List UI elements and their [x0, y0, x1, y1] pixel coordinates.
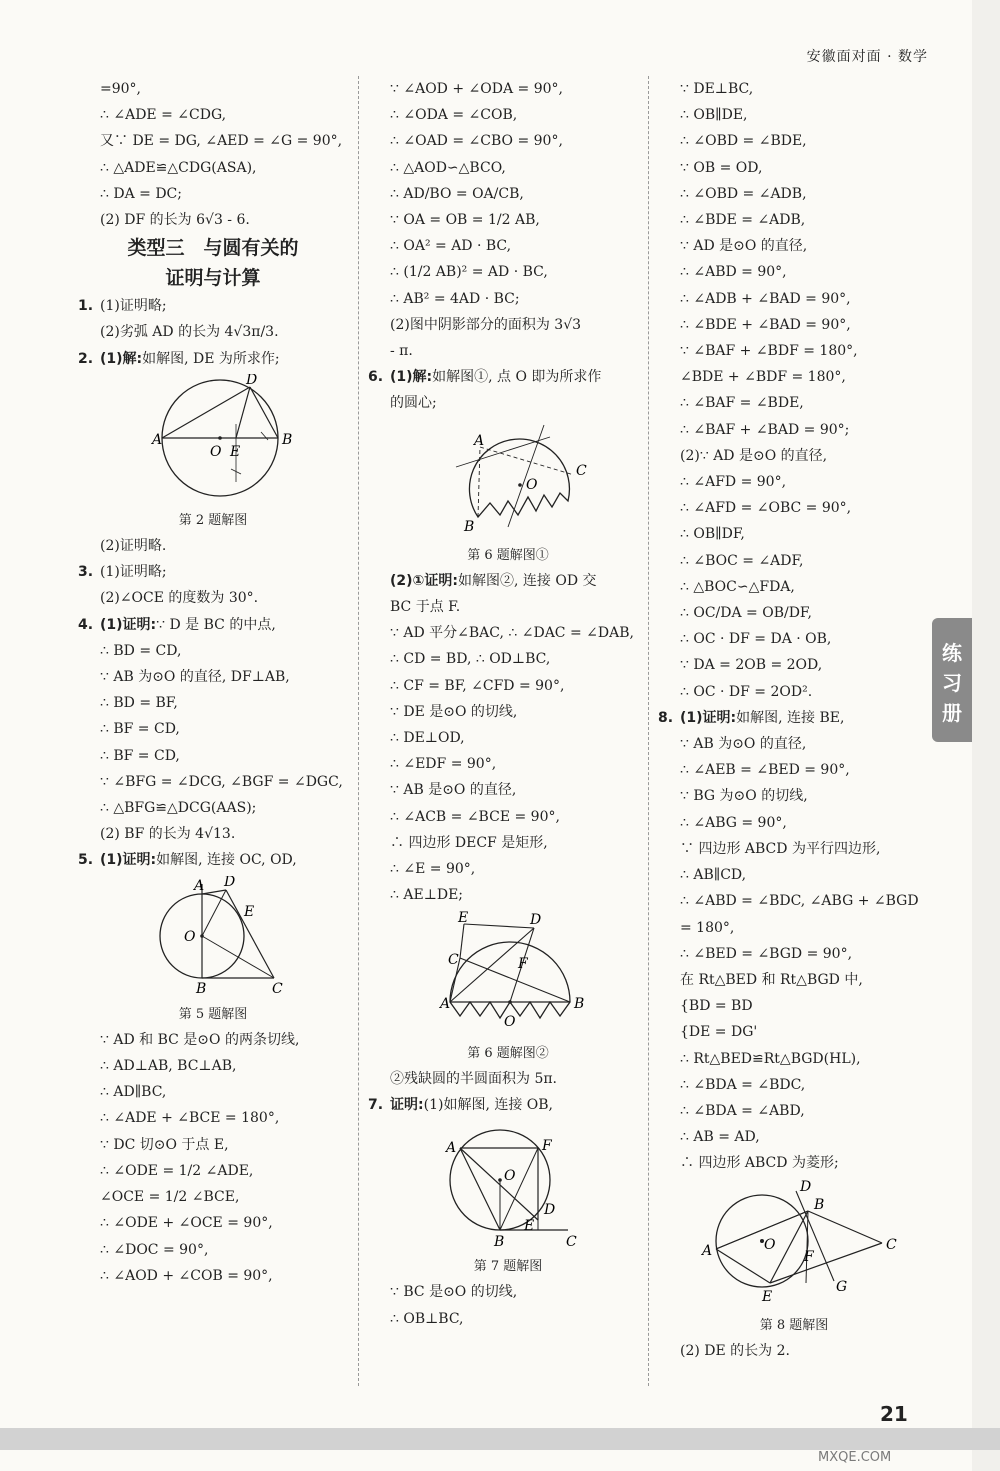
column-1 [78, 76, 348, 1289]
text-line: ∴ ∠BDE = ∠ADB, [680, 212, 806, 229]
text-line: = 180°, [680, 919, 735, 936]
point-label: F [804, 1248, 814, 1265]
point-label: D [800, 1178, 812, 1195]
section-heading: 类型三 与圆有关的 [127, 237, 299, 260]
text-line: ∴ OB∥DE, [680, 107, 748, 124]
text-line: ∴ OB∥DF, [680, 526, 745, 543]
question-number: 8. [658, 709, 674, 726]
text-line: ∴ AD/BO = OA/CB, [390, 185, 524, 202]
point-label: D [530, 912, 542, 929]
text-line: (2) BF 的长为 4√13. [100, 826, 236, 843]
text-line: ∴ △BOC∽△FDA, [680, 578, 795, 595]
text-line: ∴ ∠ADE + ∠BCE = 180°, [100, 1110, 280, 1127]
text-line: ∴ ∠ODA = ∠COB, [390, 107, 518, 124]
figure-caption: 第 7 题解图 [473, 1259, 543, 1275]
text-line: ∴ △AOD∽△BCO, [390, 159, 506, 176]
text-line: ∵ DE⊥BC, [680, 81, 754, 97]
text-line: ∴ ∠DOC = 90°, [100, 1241, 209, 1258]
point-label: O [504, 1014, 516, 1031]
text-line: ∴ (1/2 AB)² = AD · BC, [390, 264, 548, 281]
question-3 [78, 559, 348, 585]
text-line: ∴ ∠ABD = 90°, [680, 264, 787, 281]
text-line: ∴ ∠AOD + ∠COB = 90°, [100, 1267, 273, 1284]
question-5 [78, 847, 348, 873]
question-4 [78, 612, 348, 638]
point-label: E [458, 910, 469, 927]
point-label: C [448, 952, 459, 969]
text-line: BC 于点 F. [390, 599, 461, 616]
text-line: ∴ ∠BED = ∠BGD = 90°, [680, 945, 853, 962]
text-line: (2)证明略. [100, 538, 167, 555]
answer-label: (1)证明: [100, 852, 157, 869]
question-number: 4. [78, 616, 94, 633]
question-number: 3. [78, 564, 94, 581]
question-number: 5. [78, 852, 94, 869]
point-label: A [194, 877, 205, 894]
text-line: ∴ CF = BF, ∠CFD = 90°, [390, 677, 565, 694]
point-label: G [836, 1278, 848, 1295]
text-line: ∴ ∠E = 90°, [390, 861, 476, 878]
text-line: ∵ AB 为⊙O 的直径, DF⊥AB, [100, 669, 290, 686]
text-line: 如解图②, 连接 OD 交 [458, 572, 597, 589]
text-line: (1)如解图, 连接 OB, [423, 1096, 554, 1113]
text-line: ∴ ∠ABD = ∠BDC, ∠ABG + ∠BGD [680, 893, 919, 910]
text-line: ∵ DC 切⊙O 于点 E, [100, 1136, 229, 1153]
figure-2 [78, 374, 348, 531]
figure-6-1 [368, 419, 648, 566]
circle-diagram [368, 1120, 648, 1248]
text-line: ∴ ∠ACB = ∠BCE = 90°, [390, 808, 560, 825]
point-label: A [446, 1140, 457, 1157]
text-line: ∴ ∠BOC = ∠ADF, [680, 552, 804, 569]
figure-7 [368, 1120, 648, 1277]
text-line: ∴ DA = DC; [100, 185, 182, 202]
page-header: 安徽面对面 · 数学 [806, 49, 928, 65]
figure-caption: 第 2 题解图 [178, 513, 248, 529]
text-line: ∴ ∠BAF = ∠BDE, [680, 395, 804, 412]
watermark: MXQE.COM [818, 1450, 892, 1465]
text-line: ∵ ∠AOD + ∠ODA = 90°, [390, 81, 563, 97]
text-line: ∴ BD = CD, [100, 642, 182, 659]
text-line: ∴ OC · DF = DA · OB, [680, 631, 832, 648]
text-line: ∵ BG 为⊙O 的切线, [680, 788, 808, 805]
text-line: ∴ AD⊥AB, BC⊥AB, [100, 1058, 237, 1075]
text-line: ∵ DE 是⊙O 的切线, [390, 703, 518, 720]
answer-label: (2)①证明: [390, 572, 458, 589]
text-line: ∵ AD 平分∠BAC, ∴ ∠DAC = ∠DAB, [390, 625, 634, 642]
text-line: ∴ AB∥CD, [680, 867, 747, 884]
point-label: O [184, 928, 196, 945]
point-label: A [474, 432, 485, 449]
text-line: 又∵ DE = DG, ∠AED = ∠G = 90°, [100, 133, 343, 150]
text-line: ∵ OA = OB = 1/2 AB, [390, 212, 540, 229]
text-line: ∵ AB 为⊙O 的直径, [680, 736, 807, 753]
point-label: D [246, 373, 258, 388]
broken-circle-diagram [368, 910, 648, 1034]
figure-caption: 第 6 题解图① [467, 547, 549, 563]
text-line: ∴ AB² = 4AD · BC; [390, 290, 520, 307]
point-label: F [542, 1138, 552, 1155]
point-label: O [526, 476, 538, 493]
text-line: ∴ ∠OBD = ∠BDE, [680, 133, 807, 150]
text-line: ∴ 四边形 DECF 是矩形, [390, 834, 548, 851]
text-line: ∴ ∠AFD = 90°, [680, 474, 787, 491]
page-edge [972, 0, 1000, 1471]
point-label: E [230, 443, 241, 460]
text-line: ∴ BD = BF, [100, 695, 178, 712]
point-label: B [814, 1196, 825, 1213]
text-line: ∴ ∠AFD = ∠OBC = 90°, [680, 500, 852, 517]
figure-5 [78, 876, 348, 1025]
circle-diagram [658, 1179, 930, 1307]
text-line: {DE = DG' [680, 1024, 758, 1041]
text-line: (2) DF 的长为 6√3 - 6. [100, 212, 250, 229]
text-line: 的圆心; [390, 395, 437, 412]
point-label: C [566, 1234, 577, 1249]
answer-label: (1)解: [390, 369, 433, 386]
column-divider [648, 76, 649, 1386]
page-number: 21 [880, 1402, 908, 1426]
text-line: 如解图, 连接 OC, OD, [156, 852, 297, 869]
text-line: ∵ 四边形 ABCD 为平行四边形, [680, 840, 881, 857]
text-line: ∴ 四边形 ABCD 为菱形; [680, 1155, 839, 1172]
question-number: 6. [368, 369, 384, 386]
question-6 [368, 364, 648, 390]
text-line: ∴ BF = CD, [100, 721, 180, 738]
figure-8 [658, 1179, 930, 1336]
text-line: ∴ ∠ODE + ∠OCE = 90°, [100, 1215, 273, 1232]
point-label: A [440, 996, 451, 1013]
text-line: (2)∵ AD 是⊙O 的直径, [680, 447, 828, 464]
point-label: D [544, 1202, 556, 1219]
text-line: ∵ BC 是⊙O 的切线, [390, 1284, 518, 1301]
text-line: ∴ ∠OBD = ∠ADB, [680, 185, 807, 202]
text-line: ∴ ∠OAD = ∠CBO = 90°, [390, 133, 563, 150]
answer-label: (1)证明: [680, 709, 737, 726]
text-line: =90°, [100, 81, 141, 97]
text-line: ∴ Rt△BED≌Rt△BGD(HL), [680, 1050, 861, 1067]
text-line: ∵ AB 是⊙O 的直径, [390, 782, 517, 799]
question-2 [78, 346, 348, 372]
text-line: ∴ ∠BDA = ∠BDC, [680, 1076, 806, 1093]
text-line: (1)证明略; [100, 564, 167, 581]
question-number: 2. [78, 350, 94, 367]
point-label: B [282, 431, 293, 448]
point-label: E [244, 903, 255, 920]
question-1 [78, 293, 348, 319]
text-line: ∴ ∠BAF + ∠BAD = 90°; [680, 421, 850, 438]
figure-caption: 第 5 题解图 [178, 1006, 248, 1022]
footer-bar [0, 1428, 1000, 1450]
text-line: ∴ ∠AEB = ∠BED = 90°, [680, 762, 850, 779]
text-line: ∴ AE⊥DE; [390, 887, 464, 904]
question-7 [368, 1092, 648, 1118]
answer-label: 证明: [390, 1096, 424, 1113]
point-label: B [464, 518, 475, 535]
text-line: 如解图, DE 为所求作; [142, 350, 280, 367]
text-line: ∵ ∠BFG = ∠DCG, ∠BGF = ∠DGC, [100, 773, 343, 790]
circle-diagram [78, 876, 348, 996]
circle-diagram [78, 374, 348, 502]
section-heading: 证明与计算 [165, 267, 261, 290]
question-8 [658, 705, 930, 731]
point-label: A [152, 431, 163, 448]
point-label: B [574, 996, 585, 1013]
text-line: ∵ ∠BAF + ∠BDF = 180°, [680, 343, 858, 360]
column-2 [368, 76, 648, 1332]
point-label: O [764, 1236, 776, 1253]
text-line: (2)图中阴影部分的面积为 3√3 [390, 316, 582, 333]
text-line: (2) DE 的长为 2. [680, 1342, 790, 1359]
text-line: ∴ OC · DF = 2OD². [680, 683, 813, 700]
text-line: {BD = BD [680, 998, 753, 1015]
point-label: B [196, 980, 207, 996]
figure-caption: 第 6 题解图② [467, 1045, 549, 1061]
text-line: ∴ OC/DA = OB/DF, [680, 605, 812, 622]
text-line: ∴ ∠ODE = 1/2 ∠ADE, [100, 1162, 254, 1179]
text-line: ∴ ∠BDA = ∠ABD, [680, 1102, 805, 1119]
point-label: B [494, 1234, 505, 1249]
tab-label: 练 习 册 [942, 641, 962, 725]
figure-caption: 第 8 题解图 [759, 1317, 829, 1333]
text-line: ∵ D 是 BC 的中点, [156, 616, 276, 633]
point-label: A [702, 1242, 713, 1259]
text-line: ∴ ∠ADB + ∠BAD = 90°, [680, 290, 851, 307]
point-label: C [886, 1236, 897, 1253]
point-label: C [576, 462, 587, 479]
text-line: ②残缺圆的半圆面积为 5π. [390, 1070, 558, 1087]
text-line: ∴ DE⊥OD, [390, 730, 465, 747]
answer-label: (1)证明: [100, 616, 157, 633]
text-line: ∴ OA² = AD · BC, [390, 238, 512, 255]
practice-book-tab [932, 618, 972, 742]
text-line: ∴ AB = AD, [680, 1129, 760, 1146]
text-line: ∴ △BFG≌△DCG(AAS); [100, 800, 257, 817]
text-line: (2)∠OCE 的度数为 30°. [100, 590, 259, 607]
answer-label: (1)解: [100, 350, 143, 367]
column-3 [658, 76, 930, 1364]
text-line: ∵ AD 和 BC 是⊙O 的两条切线, [100, 1031, 300, 1048]
text-line: (1)证明略; [100, 298, 167, 315]
text-line: ∴ ∠EDF = 90°, [390, 756, 497, 773]
point-label: C [272, 980, 283, 996]
text-line: 如解图①, 点 O 即为所求作 [432, 369, 602, 386]
text-line: ∴ ∠ADE = ∠CDG, [100, 107, 227, 124]
text-line: ∵ DA = 2OB = 2OD, [680, 657, 823, 674]
text-line: ∴ △ADE≌△CDG(ASA), [100, 159, 257, 176]
figure-6-2 [368, 910, 648, 1063]
text-line: ∵ OB = OD, [680, 159, 763, 176]
text-line: ∴ ∠BDE + ∠BAD = 90°, [680, 316, 851, 333]
text-line: 如解图, 连接 BE, [736, 709, 845, 726]
text-line: ∴ AD∥BC, [100, 1084, 167, 1101]
question-number: 7. [368, 1096, 384, 1113]
text-line [368, 568, 648, 594]
text-line: ∵ AD 是⊙O 的直径, [680, 238, 808, 255]
text-line: ∴ BF = CD, [100, 747, 180, 764]
text-line: 在 Rt△BED 和 Rt△BGD 中, [680, 971, 863, 988]
point-label: E [762, 1288, 773, 1305]
text-line: ∠BDE + ∠BDF = 180°, [680, 369, 846, 386]
text-line: ∠OCE = 1/2 ∠BCE, [100, 1189, 240, 1206]
point-label: D [224, 875, 236, 890]
question-number: 1. [78, 298, 94, 315]
text-line: ∴ ∠ABG = 90°, [680, 814, 787, 831]
text-line: - π. [390, 343, 413, 360]
point-label: E [524, 1218, 535, 1235]
broken-circle-diagram [368, 419, 648, 537]
text-line: ∴ OB⊥BC, [390, 1310, 464, 1327]
text-line: (2)劣弧 AD 的长为 4√3π/3. [100, 324, 279, 341]
point-label: F [518, 956, 528, 973]
column-divider [358, 76, 359, 1386]
point-label: O [504, 1168, 516, 1185]
point-label: O [210, 443, 222, 460]
text-line: ∴ CD = BD, ∴ OD⊥BC, [390, 651, 551, 668]
